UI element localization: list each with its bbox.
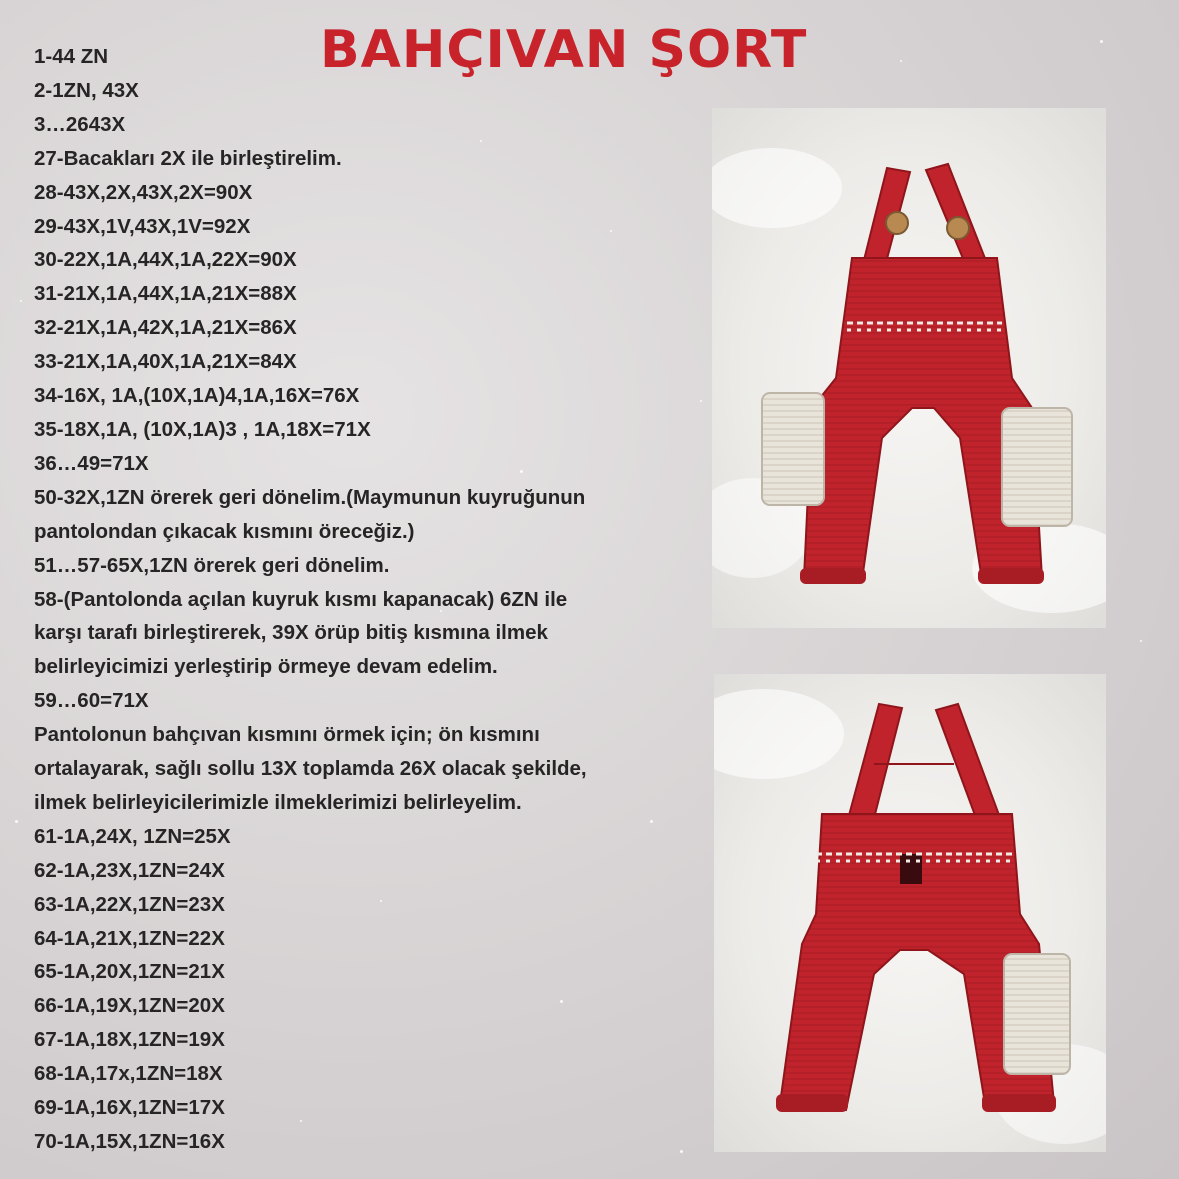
garment-photo-front — [714, 674, 1106, 1152]
pattern-row: 35-18X,1A, (10X,1A)3 , 1A,18X=71X — [34, 417, 371, 441]
pattern-row: 58-(Pantolonda açılan kuyruk kısmı kapanacak) 6ZN ile — [34, 587, 568, 611]
pattern-row: 59…60=71X — [34, 689, 149, 713]
pattern-row: ortalayarak, sağlı sollu 13X toplamda 26X olacak şekilde, — [34, 757, 587, 781]
pattern-row: 68-1A,17x,1ZN=18X — [34, 1062, 223, 1086]
pattern-row: 1-44 ZN — [34, 45, 109, 68]
pattern-row: 62-1A,23X,1ZN=24X — [34, 858, 225, 882]
pattern-row: 65-1A,20X,1ZN=21X — [34, 960, 225, 984]
pattern-row: karşı tarafı birleştirerek, 39X örüp bitiş kısmına ilmek — [34, 621, 548, 645]
pattern-row: 70-1A,15X,1ZN=16X — [34, 1130, 225, 1153]
pattern-row: 67-1A,18X,1ZN=19X — [34, 1028, 225, 1052]
pattern-row: 63-1A,22X,1ZN=23X — [34, 892, 225, 916]
pattern-row: Pantolonun bahçıvan kısmını örmek için; ön kısmını — [34, 723, 540, 747]
pattern-row: 29-43X,1V,43X,1V=92X — [34, 214, 251, 238]
pattern-row: 51…57-65X,1ZN örerek geri dönelim. — [34, 553, 390, 577]
pattern-row: 36…49=71X — [34, 451, 149, 475]
pattern-row: 30-22X,1A,44X,1A,22X=90X — [34, 248, 297, 272]
page-title: BAHÇIVAN ŞORT — [320, 20, 808, 80]
pattern-row: pantolondan çıkacak kısmını öreceğiz.) — [34, 519, 415, 543]
pattern-row: 2-1ZN, 43X — [34, 78, 139, 102]
garment-photo-back — [712, 108, 1106, 628]
overall-shorts-front-illustration — [714, 674, 1106, 1152]
pattern-row: 64-1A,21X,1ZN=22X — [34, 926, 225, 950]
pattern-row: 27-Bacakları 2X ile birleştirelim. — [34, 146, 342, 170]
pattern-rows-list — [34, 40, 724, 1159]
pattern-row: 28-43X,2X,43X,2X=90X — [34, 180, 253, 204]
pattern-row: 31-21X,1A,44X,1A,21X=88X — [34, 282, 297, 306]
pattern-row: ilmek belirleyicilerimizle ilmeklerimizi belirleyelim. — [34, 790, 522, 814]
pattern-row: belirleyicimizi yerleştirip örmeye devam edelim. — [34, 655, 498, 679]
pattern-row: 34-16X, 1A,(10X,1A)4,1A,16X=76X — [34, 384, 360, 408]
overall-shorts-back-illustration — [712, 108, 1106, 628]
pattern-row: 33-21X,1A,40X,1A,21X=84X — [34, 350, 297, 374]
pattern-row: 32-21X,1A,42X,1A,21X=86X — [34, 316, 297, 340]
pattern-row: 66-1A,19X,1ZN=20X — [34, 994, 225, 1018]
pattern-row: 69-1A,16X,1ZN=17X — [34, 1096, 225, 1120]
pattern-row: 3…2643X — [34, 112, 126, 136]
pattern-row: 50-32X,1ZN örerek geri dönelim.(Maymunun kuyruğunun — [34, 485, 586, 509]
pattern-row: 61-1A,24X, 1ZN=25X — [34, 824, 231, 848]
